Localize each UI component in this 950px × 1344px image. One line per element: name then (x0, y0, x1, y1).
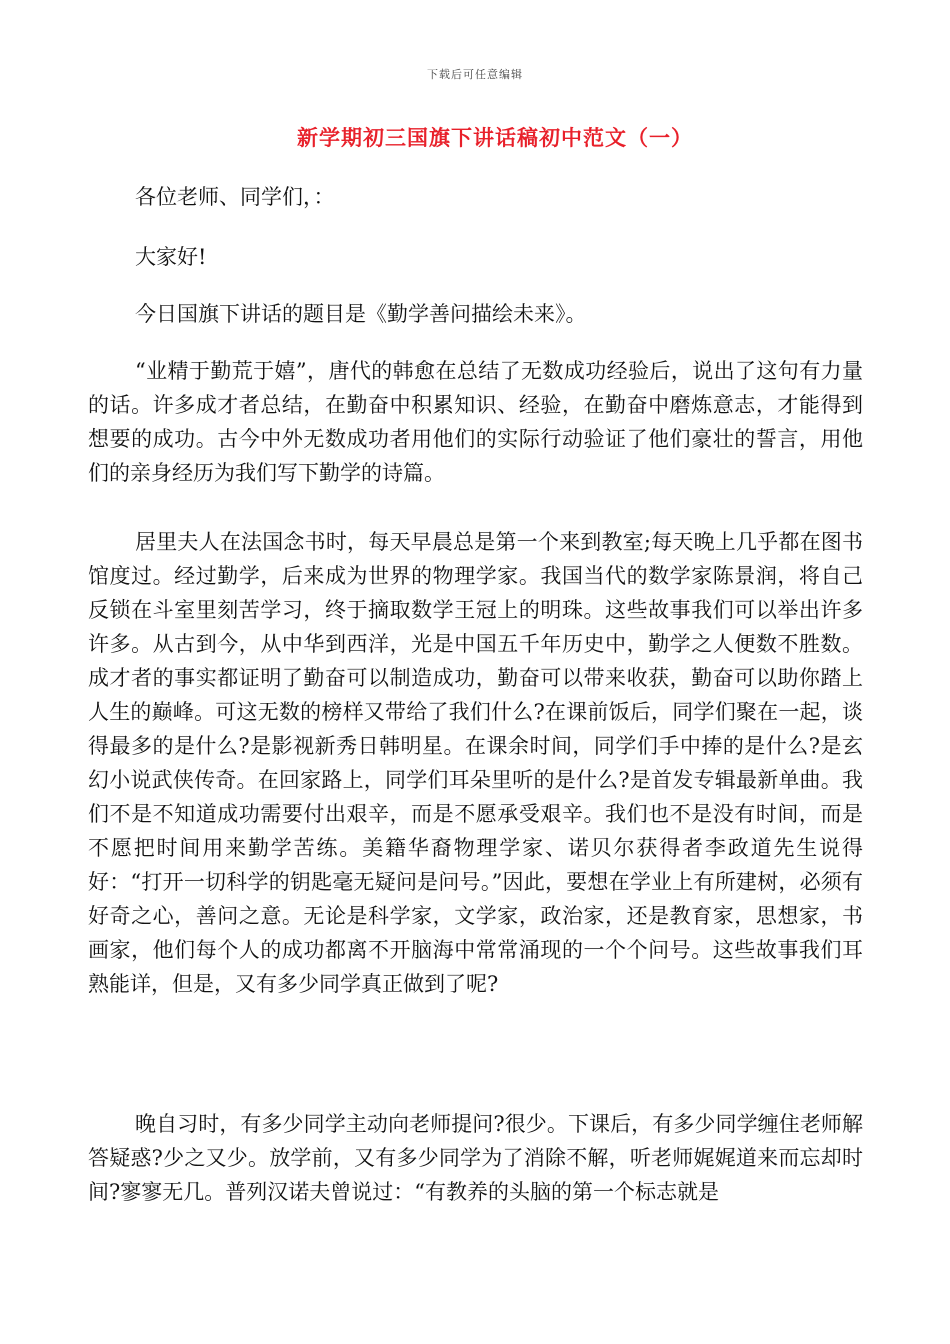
header-note: 下载后可任意编辑 (427, 68, 523, 81)
paragraph-1: “业精于勤荒于嬉”，唐代的韩愈在总结了无数成功经验后，说出了这句有力量的话。许多成才者总结，在勤奋中积累知识、经验，在勤奋中磨炼意志，才能得到想要的成功。古今中外无数成功者用他们的实际行动验证了他们豪壮的誓言，用他们的亲身经历为我们写下勤学的诗篇。 (88, 359, 863, 485)
greeting: 大家好! (135, 245, 207, 269)
topic-line: 今日国旗下讲话的题目是《勤学善问描绘未来》。 (135, 302, 587, 326)
salutation: 各位老师、同学们，： (135, 185, 335, 209)
paragraph-3: 晚自习时，有多少同学主动向老师提问?很少。下课后，有多少同学缠住老师解答疑惑?少之又少。放学前，又有多少同学为了消除不解，听老师娓娓道来而忘却时间?寥寥无几。普列汉诺夫曾说过：“有教养的头脑的第一个标志就是 (88, 1112, 863, 1204)
document-title: 新学期初三国旗下讲话稿初中范文（一） (297, 125, 693, 150)
paragraph-2: 居里夫人在法国念书时，每天早晨总是第一个来到教室;每天晚上几乎都在图书馆度过。经过勤学，后来成为世界的物理学家。我国当代的数学家陈景润，将自己反锁在斗室里刻苦学习，终于摘取数学王冠上的明珠。这些故事我们可以举出许多许多。从古到今，从中华到西洋，光是中国五千年历史中，勤学之人便数不胜数。成才者的事实都证明了勤奋可以制造成功，勤奋可以带来收获，勤奋可以助你踏上人生的巅峰。可这无数的榜样又带给了我们什么?在课前饭后，同学们聚在一起，谈得最多的是什么?是影视新秀日韩明星。在课余时间，同学们手中捧的是什么?是玄幻小说武侠传奇。在回家路上，同学们耳朵里听的是什么?是首发专辑最新单曲。我们不是不知道成功需要付出艰辛，而是不愿承受艰辛。我们也不是没有时间，而是不愿把时间用来勤学苦练。美籍华裔物理学家、诺贝尔获得者李政道先生说得好：“打开一切科学的钥匙毫无疑问是问号。”因此，要想在学业上有所建树，必须有好奇之心，善问之意。无论是科学家，文学家，政治家，还是教育家，思想家，书画家，他们每个人的成功都离不开脑海中常常涌现的一个个问号。这些故事我们耳熟能详，但是，又有多少同学真正做到了呢? (88, 530, 863, 996)
